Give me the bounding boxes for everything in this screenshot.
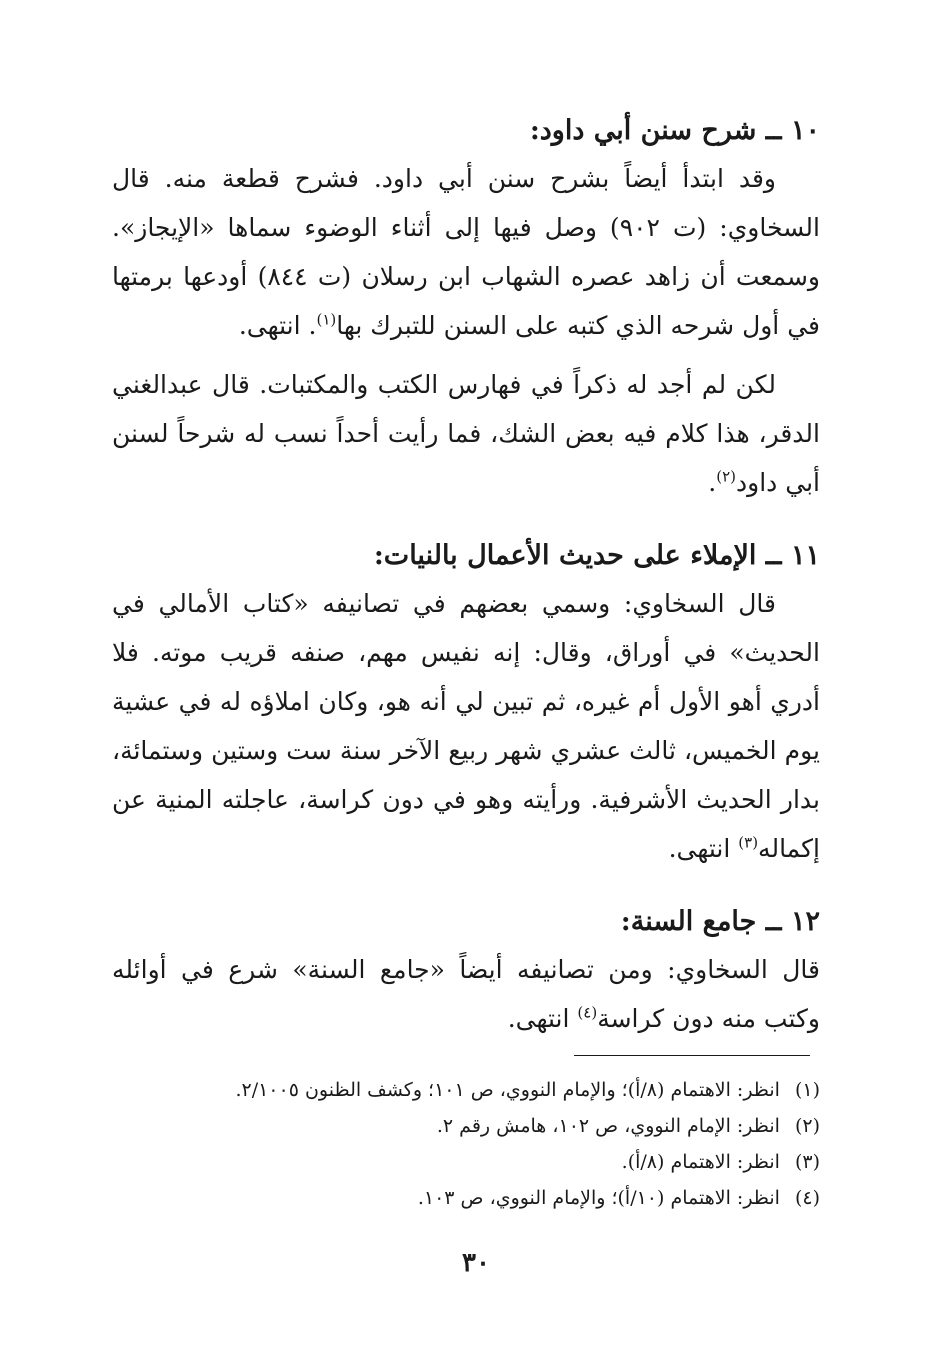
- paragraph-tail: انتهى.: [668, 834, 739, 863]
- section-11: [112, 533, 820, 873]
- footnote-number: (٢): [794, 1115, 820, 1137]
- page-number: ٣٠: [462, 1248, 490, 1278]
- paragraph-tail: انتهى.: [507, 1004, 578, 1033]
- paragraph-text: لكن لم أجد له ذكراً في فهارس الكتب والمكتبات. قال عبدالغني الدقر، هذا كلام فيه بعض الشك، فما رأيت أحداً نسب له شرحاً لسنن أبي داود: [112, 370, 820, 497]
- paragraph: [112, 154, 820, 350]
- paragraph-text: قال السخاوي: ومن تصانيفه أيضاً «جامع السنة» شرع في أوائله وكتب منه دون كراسة: [112, 955, 820, 1033]
- section-12: [112, 899, 820, 1043]
- footnote-number: (٣): [794, 1151, 820, 1173]
- page-body: [112, 108, 820, 1069]
- footnote-item: [112, 1108, 820, 1144]
- footnote-item: [112, 1144, 820, 1180]
- paragraph: [112, 945, 820, 1043]
- footnote-item: [112, 1072, 820, 1108]
- paragraph-text: وقد ابتدأ أيضاً بشرح سنن أبي داود. فشرح قطعة منه. قال السخاوي: (ت ٩٠٢) وصل فيها إلى أثناء الوضوء سماها «الإيجاز». وسمعت أن زاهد عصره الشهاب ابن رسلان (ت ٨٤٤) أودعها برمتها في أول شرحه الذي كتبه على السنن للتبرك بها: [112, 164, 820, 340]
- footnote-item: [112, 1180, 820, 1216]
- paragraph-tail: . انتهى.: [238, 311, 317, 340]
- footnote-text: انظر: الاهتمام (٨/أ).: [621, 1151, 780, 1173]
- footnote-ref[interactable]: (١): [316, 310, 337, 329]
- paragraph-text: قال السخاوي: وسمي بعضهم في تصانيفه «كتاب الأمالي في الحديث» في أوراق، وقال: إنه نفيس مهم، صنفه قريب موته. فلا أدري أهو الأول أم غيره، ثم تبين لي أنه هو، وكان املاؤه له في عشية يوم الخميس، ثالث عشري شهر ربيع الآخر سنة ست وستين وستمائة، بدار الحديث الأشرفية. ورأيته وهو في دون كراسة، عاجلته المنية عن إكماله: [112, 589, 820, 863]
- section-heading: ١٠ ــ شرح سنن أبي داود:: [529, 115, 820, 146]
- footnote-ref[interactable]: (٤): [577, 1003, 598, 1022]
- footnote-number: (٤): [794, 1187, 820, 1209]
- paragraph: [112, 579, 820, 873]
- paragraph-tail: .: [708, 468, 717, 497]
- footnote-divider: [574, 1055, 810, 1056]
- paragraph: [112, 360, 820, 507]
- footnote-ref[interactable]: (٢): [716, 467, 737, 486]
- footnote-text: انظر: الاهتمام (٨/أ)؛ والإمام النووي، ص ١٠١؛ وكشف الظنون ٢/١٠٠٥.: [235, 1079, 780, 1101]
- section-heading: ١٢ ــ جامع السنة:: [620, 906, 820, 937]
- section-heading: ١١ ــ الإملاء على حديث الأعمال بالنيات:: [373, 540, 820, 571]
- footnotes: [112, 1072, 820, 1216]
- footnote-text: انظر: الاهتمام (١٠/أ)؛ والإمام النووي، ص ١٠٣.: [417, 1187, 780, 1209]
- footnote-ref[interactable]: (٣): [738, 833, 759, 852]
- section-10: [112, 108, 820, 507]
- footnote-number: (١): [794, 1079, 820, 1101]
- footnote-text: انظر: الإمام النووي، ص ١٠٢، هامش رقم ٢.: [436, 1115, 780, 1137]
